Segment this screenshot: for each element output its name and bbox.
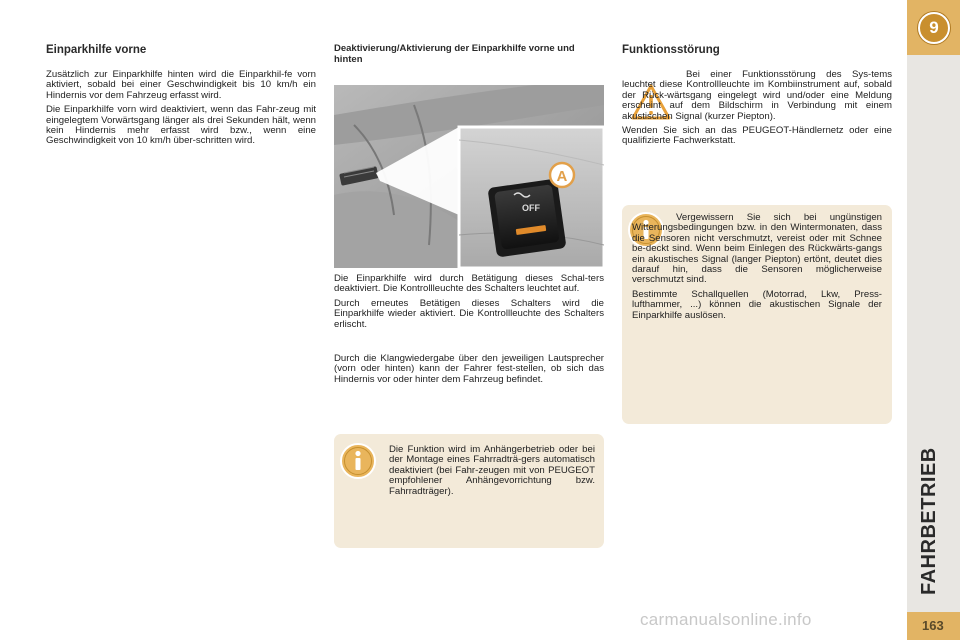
- right-column-text: [622, 70, 892, 147]
- middle-paragraph-1: Die Einparkhilfe wird durch Betätigung dieses Schal-ters deaktiviert. Die Kontrollleuchte des Schalters leuchtet auf.: [334, 273, 604, 295]
- heading-funktionsstoerung: Funktionsstörung: [622, 44, 720, 56]
- middle-column-text: [334, 274, 604, 385]
- left-column-text: [46, 70, 316, 147]
- middle-paragraph-2: Durch erneutes Betätigen dieses Schalters wird die Einparkhilfe wieder aktiviert. Die Kontrollleuchte des Schalters erlischt.: [334, 297, 604, 330]
- chapter-title: FAHRBETRIEB: [918, 447, 940, 595]
- chapter-number-badge: 9: [918, 12, 950, 44]
- info-icon: [339, 442, 377, 480]
- left-paragraph-1: Zusätzlich zur Einparkhilfe hinten wird die Einparkhil-fe vorn aktiviert, sobald bei einer Geschwindigkeit bis 10 km/h ein Hindernis vor dem Fahrzeug erfasst wird.: [46, 69, 316, 101]
- callout-a-label: A: [556, 168, 568, 185]
- right-paragraph-1: Bei einer Funktionsstörung des Sys-tems leuchtet diese Kontrollleuchte im Kombiinstrument auf, sobald der Rück-wärtsgang eingelegt wird und/oder eine Meldung erscheint auf dem Bildschirm in Verbindung mit einem akustischen Signal (kurzer Piepton).: [622, 69, 892, 122]
- info-box-sensors-paragraph-2: Bestimmte Schallquellen (Motorrad, Lkw, Press-lufthammer, ...) können die akustischen Signale der Einparkhilfe auslösen.: [632, 288, 882, 321]
- watermark: carmanualsonline.info: [640, 610, 812, 629]
- switch-photo: [334, 85, 604, 268]
- info-box-trailer-text: Die Funktion wird im Anhängerbetrieb oder bei der Montage eines Fahrradträ-gers automatisch deaktiviert (bei Fahr-zeugen mit von PEUGEOT empfohlener Anhängevorrichtung bzw. Fahrradträger).: [389, 444, 595, 497]
- right-paragraph-2: Wenden Sie sich an das PEUGEOT-Händlernetz oder eine qualifizierte Fachwerkstatt.: [622, 125, 892, 147]
- switch-off-label: OFF: [522, 203, 540, 213]
- middle-paragraph-3: Durch die Klangwiedergabe über den jeweiligen Lautsprecher (vorn oder hinten) kann der Fahrer fest-stellen, ob sich das Hindernis vor oder hinter dem Fahrzeug befindet.: [334, 353, 604, 385]
- heading-einparkhilfe-vorne: Einparkhilfe vorne: [46, 44, 147, 56]
- heading-deaktivierung: Deaktivierung/Aktivierung der Einparkhilfe vorne und hinten: [334, 43, 575, 65]
- info-box-sensors-paragraph-1: Vergewissern Sie sich bei ungünstigen Witterungsbedingungen bzw. in den Wintermonaten, dass die Sensoren nicht verschmutzt, vereist oder mit Schnee be-deckt sind. Wenn beim Einlegen des Rückwärts-gangs ein akustisches Signal (langer Piepton) ertönt, deutet dies darauf hin, dass die Sensoren möglicherweise verschmutzt sind.: [632, 212, 882, 286]
- info-box-sensors: [622, 205, 892, 424]
- switch-photo-illustration: [334, 85, 604, 268]
- page-number: 163: [922, 618, 944, 633]
- info-box-trailer: [334, 434, 604, 548]
- info-box-sensors-text: [632, 213, 882, 321]
- left-paragraph-2: Die Einparkhilfe vorn wird deaktiviert, wenn das Fahr-zeug mit eingelegtem Vorwärtsgang länger als drei Sekunden hält, wenn kein Hindernis mehr erfasst wird bzw., wenn eine Geschwindigkeit von 10 km/h über-schritten wird.: [46, 104, 316, 147]
